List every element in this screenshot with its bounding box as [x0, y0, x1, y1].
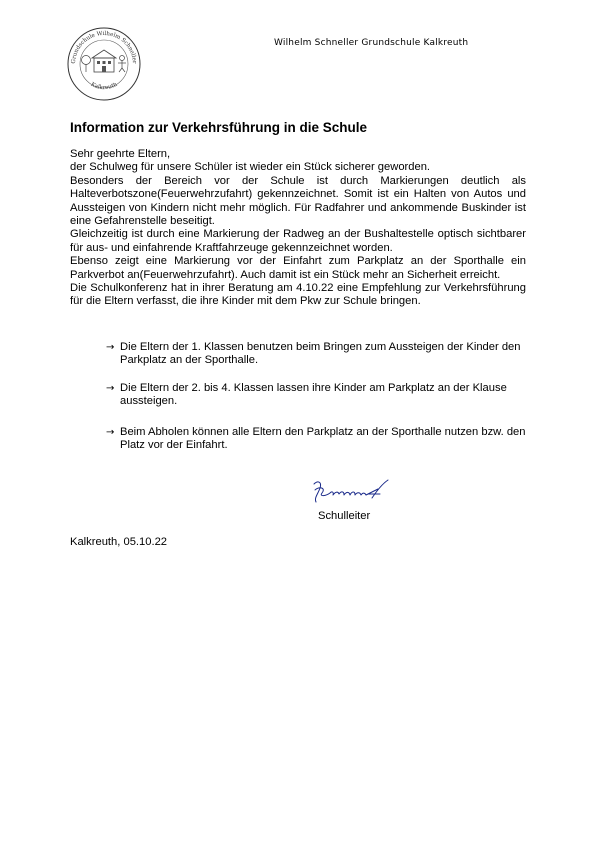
body-paragraph: Die Schulkonferenz hat in ihrer Beratung am 4.10.22 eine Empfehlung zur Verkehrsführung für die Eltern verfasst, die ihre Kinder mit dem Pkw zur Schule bringen.	[70, 282, 526, 308]
letter-title: Information zur Verkehrsführung in die Schule	[70, 120, 368, 135]
recommendation-text: Beim Abholen können alle Eltern den Parkplatz an der Sporthalle nutzen bzw. den Platz vor der Einfahrt.	[120, 426, 526, 452]
body-paragraph: Gleichzeitig ist durch eine Markierung der Radweg an der Bushaltestelle optisch sichtbarer für aus- und einfahrende Kraftfahrzeuge gekennzeichnet worden.	[70, 228, 526, 254]
arrow-right-icon: →	[106, 427, 115, 438]
recommendation-text: Die Eltern der 1. Klassen benutzen beim Bringen zum Aussteigen der Kinder den Parkplatz an der Sporthalle.	[120, 341, 521, 367]
recommendation-item	[106, 426, 530, 453]
school-seal-logo	[66, 26, 142, 102]
svg-text:Grundschule Wilhelm Schneller: Grundschule Wilhelm Schneller	[70, 30, 138, 64]
arrow-right-icon: →	[106, 383, 115, 394]
recommendation-item	[106, 382, 530, 409]
recommendation-text: Die Eltern der 2. bis 4. Klassen lassen ihre Kinder am Parkplatz an der Klause aussteigen.	[120, 382, 507, 408]
signer-role: Schulleiter	[318, 510, 371, 522]
handwritten-signature	[308, 476, 398, 506]
recommendation-item	[106, 341, 530, 368]
school-name-header: Wilhelm Schneller Grundschule Kalkreuth	[274, 38, 469, 48]
svg-text:Kalkreuth: Kalkreuth	[89, 81, 119, 92]
salutation: Sehr geehrte Eltern,	[70, 148, 171, 160]
body-paragraph: Ebenso zeigt eine Markierung vor der Einfahrt zum Parkplatz an der Sporthalle ein Parkverbot an(Feuerwehrzufahrt). Auch damit ist ein Stück mehr an Sicherheit erreicht.	[70, 255, 526, 281]
place-and-date: Kalkreuth, 05.10.22	[70, 536, 168, 548]
letter-body	[70, 148, 526, 309]
body-paragraph: der Schulweg für unsere Schüler ist wieder ein Stück sicherer geworden.	[70, 161, 431, 174]
arrow-right-icon: →	[106, 342, 115, 353]
body-paragraph: Besonders der Bereich vor der Schule ist durch Markierungen deutlich als Halteverbotszone(Feuerwehrzufahrt) gekennzeichnet. Somit ist ein Halten von Autos und Aussteigen von Kindern nicht mehr möglich. Für Radfahrer und ankommende Buskinder ist eine Gefahrenstelle beseitigt.	[70, 174, 526, 228]
